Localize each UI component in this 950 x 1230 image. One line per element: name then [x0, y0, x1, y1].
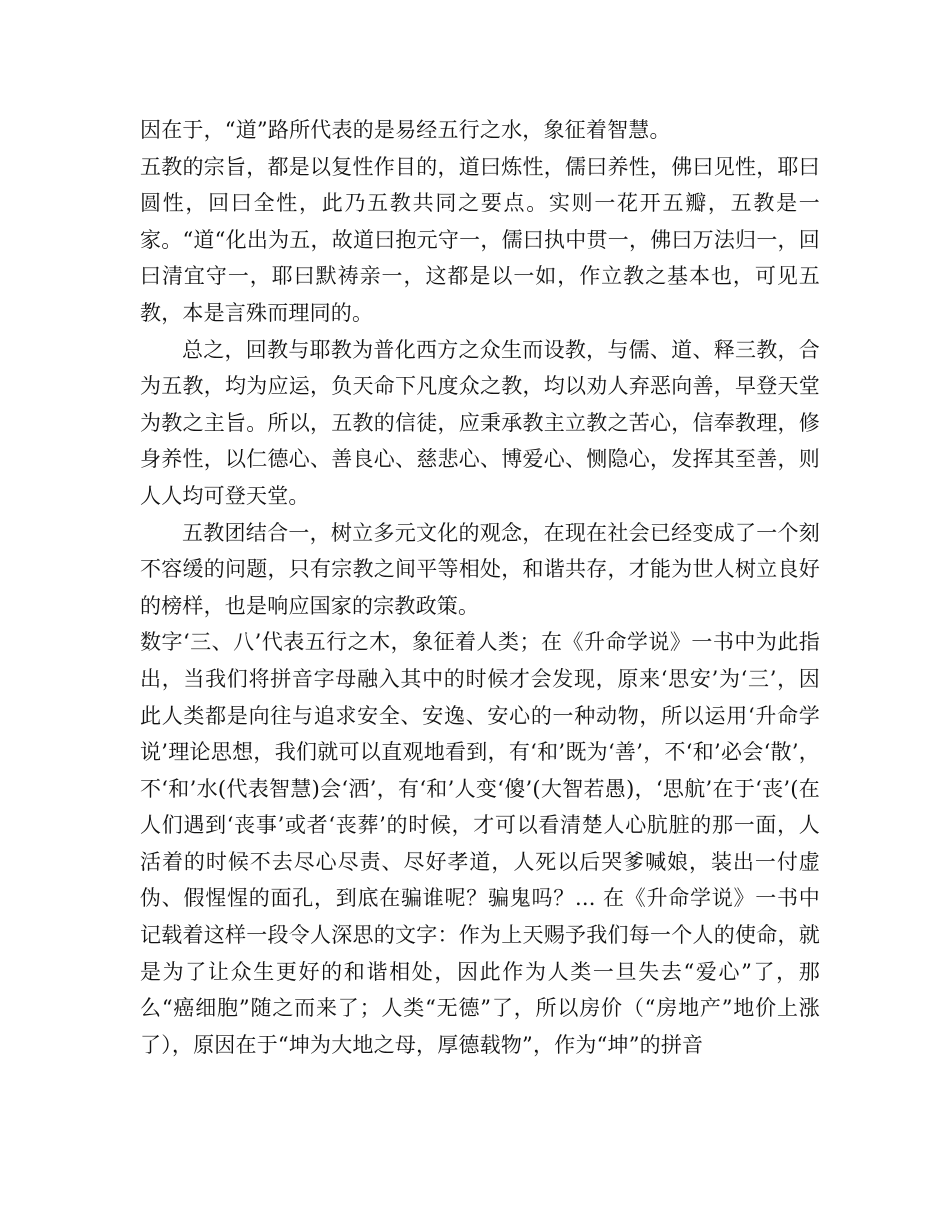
paragraph-3: 总之，回教与耶教为普化西方之众生而设教，与儒、道、释三教，合为五教，均为应运，负天命下凡度众之教，均以劝人弃恶向善，早登天堂为教之主旨。所以，五教的信徒，应秉承教主立教之苦心，信奉教理，修身养性，以仁德心、善良心、慈悲心、博爱心、恻隐心，发挥其至善，则人人均可登天堂。	[140, 337, 820, 508]
paragraph-5: 数字‘三、八’代表五行之木，象征着人类；在《升命学说》一书中为此指出，当我们将拼音字母融入其中的时候才会发现，原来‘思安’为‘三’，因此人类都是向往与追求安全、安逸、安心的一种动物，所以运用‘升命学说’理论思想，我们就可以直观地看到，有‘和’既为‘善’，不‘和’必会‘散’，不‘和’水(代表智慧)会‘洒’，有‘和’人变‘傻’(大智若愚)，‘思航’在于‘丧’(在人们遇到‘丧事’或者‘丧葬’的时候，才可以看清楚人心肮脏的那一面，人活着的时候不去尽心尽责、尽好孝道，人死以后哭爹喊娘，装出一付虚伪、假惺惺的面孔，到底在骗谁呢？骗鬼吗？... 在《升命学说》一书中记载着这样一段令人深思的文字：作为上天赐予我们每一个人的使命，就是为了让众生更好的和谐相处，因此作为人类一旦失去“爱心”了，那么“癌细胞”随之而来了；人类“无德”了，所以房价（“房地产”地价上涨了），原因在于“坤为大地之母，厚德载物”，作为“坤”的拼音	[140, 630, 820, 1057]
paragraph-1: 因在于，“道”路所代表的是易经五行之水，象征着智慧。	[140, 118, 671, 142]
paragraph-4: 五教团结合一，树立多元文化的观念，在现在社会已经变成了一个刻不容缓的问题，只有宗教之间平等相处，和谐共存，才能为世人树立良好的榜样，也是响应国家的宗教政策。	[140, 520, 820, 618]
document-page	[140, 112, 820, 1063]
paragraph-2: 五教的宗旨，都是以复性作目的，道曰炼性，儒曰养性，佛曰见性，耶曰圆性，回曰全性，此乃五教共同之要点。实则一花开五瓣，五教是一家。“道“化出为五，故道曰抱元守一，儒曰执中贯一，佛曰万法归一，回曰清宜守一，耶曰默祷亲一，这都是以一如，作立教之基本也，可见五教，本是言殊而理同的。	[140, 154, 820, 325]
